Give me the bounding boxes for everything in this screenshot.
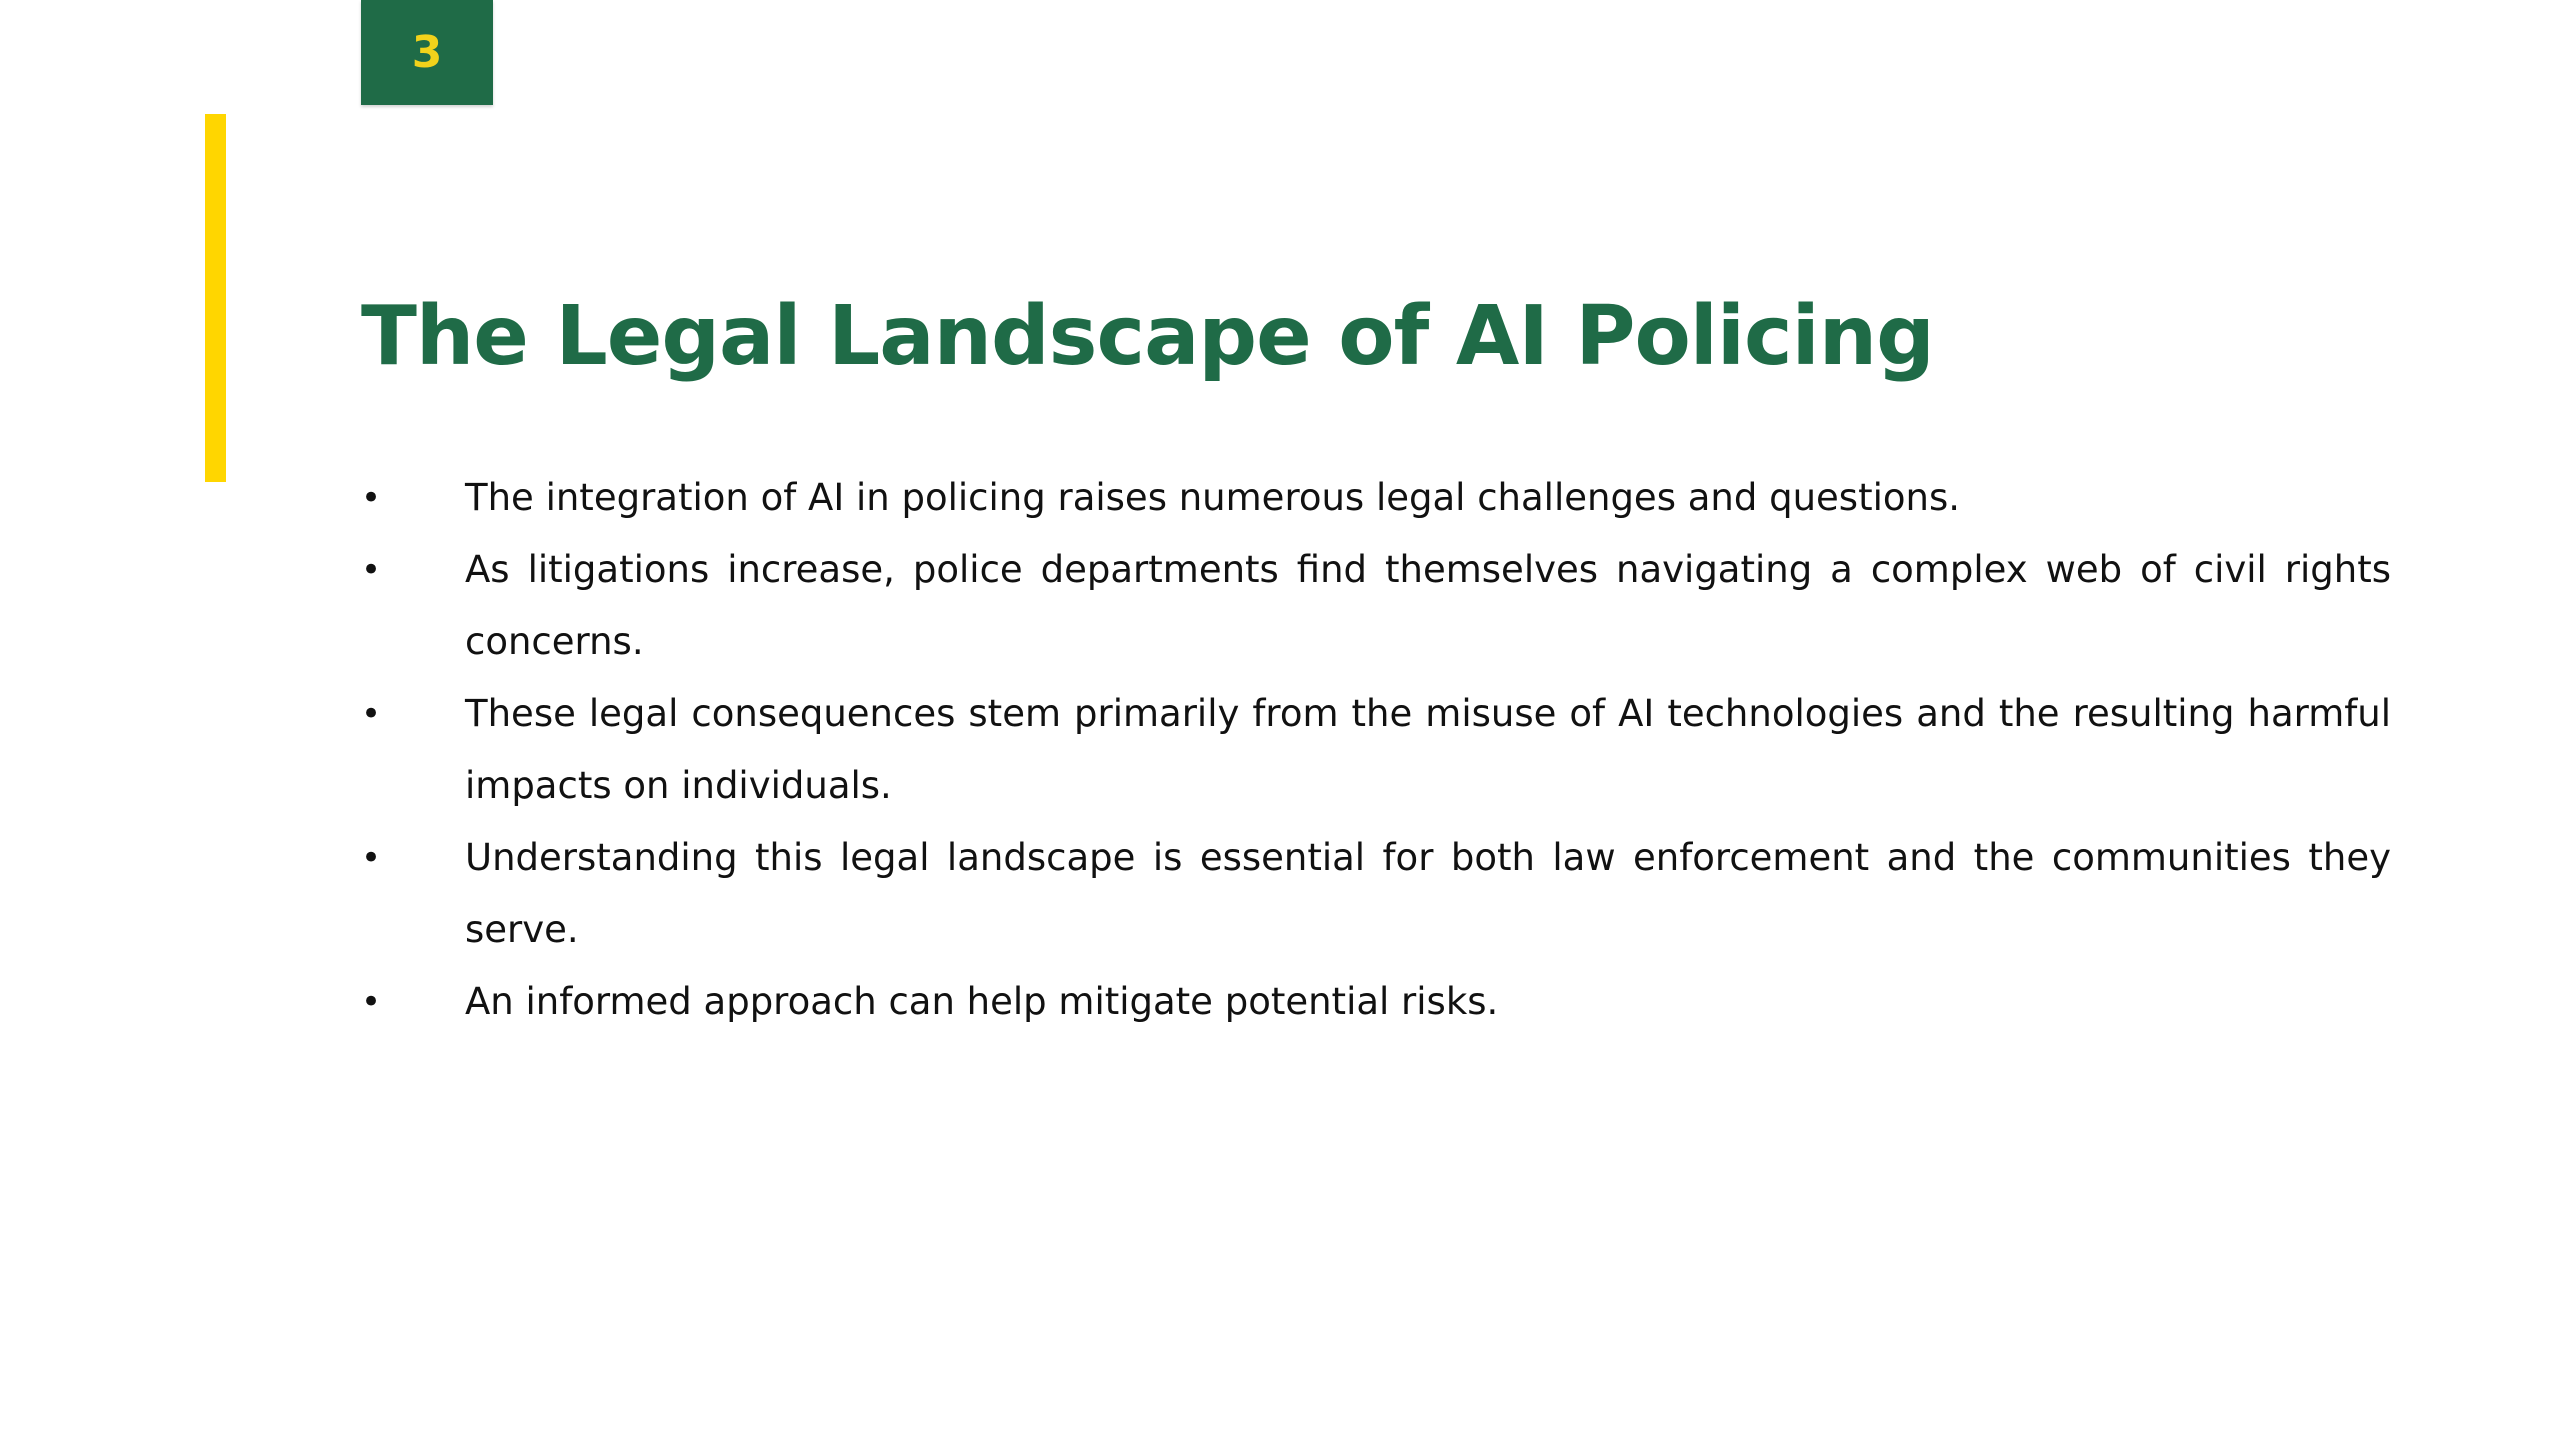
bullet-text: These legal consequences stem primarily from the misuse of AI technologies and the resulting harmful impacts on individuals.	[465, 692, 2391, 807]
bullet-marker-icon: •	[361, 982, 382, 1022]
bullet-marker-icon: •	[361, 838, 382, 878]
bullet-item	[361, 534, 2391, 678]
bullet-marker-icon: •	[361, 550, 382, 590]
bullet-item	[361, 822, 2391, 966]
page-number-badge	[361, 0, 493, 105]
bullet-marker-icon: •	[361, 478, 382, 518]
page-number: 3	[411, 26, 443, 78]
accent-bar	[205, 114, 226, 482]
bullet-text: As litigations increase, police departments find themselves navigating a complex web of civil rights concerns.	[465, 548, 2391, 663]
bullet-text: An informed approach can help mitigate potential risks.	[465, 980, 1499, 1023]
bullet-list	[361, 462, 2391, 1038]
bullet-item	[361, 678, 2391, 822]
bullet-item	[361, 966, 2391, 1038]
bullet-marker-icon: •	[361, 694, 382, 734]
bullet-text: Understanding this legal landscape is essential for both law enforcement and the communities they serve.	[465, 836, 2391, 951]
bullet-item	[361, 462, 2391, 534]
slide-title: The Legal Landscape of AI Policing	[361, 289, 1934, 384]
bullet-text: The integration of AI in policing raises numerous legal challenges and questions.	[465, 476, 1960, 519]
